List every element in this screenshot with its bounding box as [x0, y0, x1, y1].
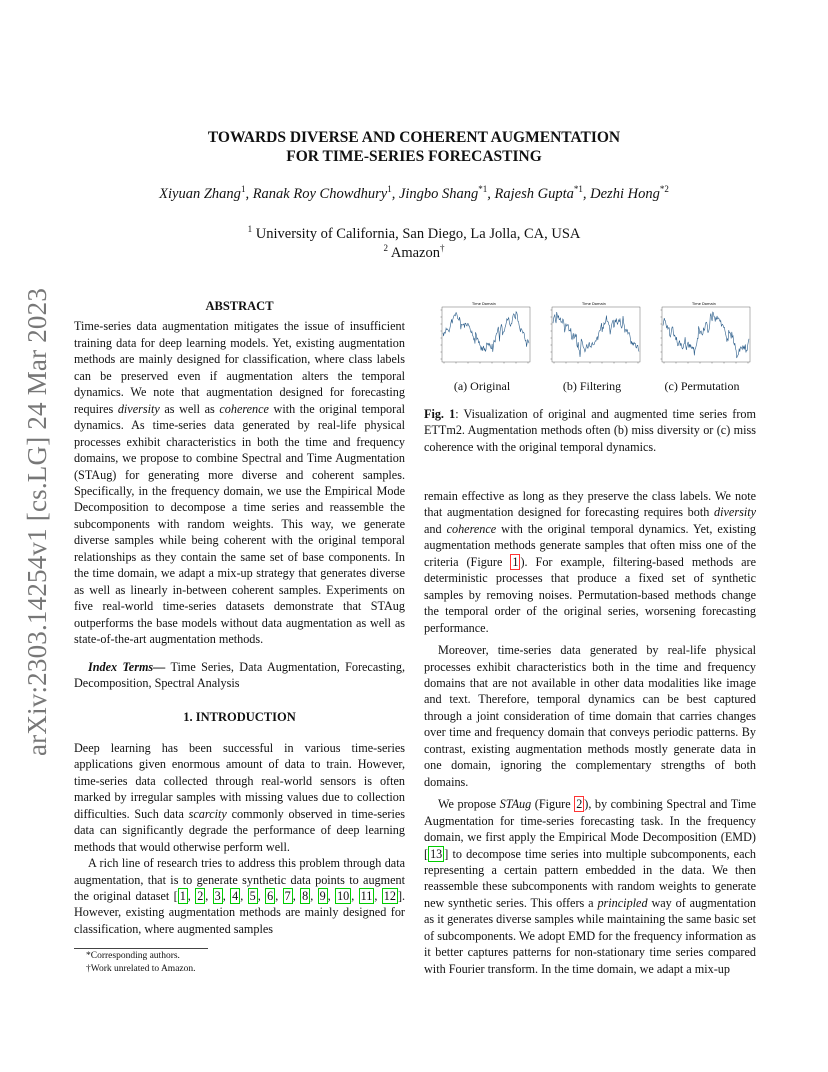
author-sup: 1 [387, 184, 392, 195]
arxiv-stamp: arXiv:2303.14254v1 [cs.LG] 24 Mar 2023 [22, 287, 52, 757]
abstract-text: as well as [159, 401, 220, 416]
figure-caption [424, 406, 756, 455]
citation-link[interactable]: 5 [249, 888, 256, 903]
author-sup: *2 [659, 184, 669, 195]
body-emph: diversity [714, 505, 756, 520]
affiliation-2 [80, 245, 748, 262]
right-column [424, 488, 756, 977]
title-line-2: FOR TIME-SERIES FORECASTING [286, 148, 542, 165]
affiliation-sup: 2 [383, 243, 389, 254]
figure-1 [424, 300, 756, 400]
body-text: remain effective as long as they preserve the class labels. We note that augmentation designed for forecasting requires both [424, 489, 756, 520]
author-name: Jingbo Shang [398, 186, 479, 202]
subfigure-title: Time Domain [692, 302, 716, 306]
affiliation-1 [80, 226, 748, 243]
abstract-emph: diversity [117, 401, 160, 416]
index-terms-text: Time Series, Data Augmentation, Forecasting, Decomposition, Spectral Analysis [74, 659, 405, 690]
footnote: *Corresponding authors. [86, 951, 180, 961]
time-series-line [553, 312, 639, 357]
citation-link[interactable]: 3 [214, 888, 221, 903]
author-sup: *1 [573, 184, 583, 195]
affiliation-text: Amazon [390, 245, 440, 261]
right-paragraph-1 [424, 488, 756, 636]
subfigure-filtering [540, 300, 644, 370]
citation-link[interactable]: 7 [284, 888, 291, 903]
citation-link[interactable]: 2 [197, 888, 204, 903]
affiliation-text: University of California, San Diego, La Jolla, CA, USA [255, 226, 581, 242]
intro-text: commonly observed in time-series data can significantly degrade the performance of deep learning methods that would otherwise perform well. [74, 806, 406, 854]
intro-emph: scarcity [188, 806, 227, 821]
affiliation-sup: 1 [247, 224, 253, 235]
body-emph: coherence [446, 521, 497, 536]
index-terms-label: Index Terms— [88, 659, 166, 674]
figure-caption-text: : Visualization of original and augmented time series from ETTm2. Augmentation methods often (b) miss diversity or (c) miss coherence with the original temporal dynamics. [424, 407, 756, 454]
left-column [74, 298, 405, 937]
intro-paragraph-1 [74, 740, 405, 855]
subfigure-caption: (b) Filtering [562, 379, 622, 393]
author-list: Xiyuan Zhang$^1$, Ranak Roy Chowdhury$^1$, Jingbo Shang$^{*1}$, Rajesh Gupta$^{*1}$, Dezhi Hong$^{*2}$ [159, 184, 669, 202]
citation-link[interactable]: 1 [179, 888, 186, 903]
author-sup: 1 [240, 184, 246, 195]
figure-label: Fig. 1 [424, 407, 456, 421]
intro-text: A rich line of research tries to address this problem through data augmentation, that is to generate synthetic data points to augment the original dataset [ [74, 856, 405, 903]
abstract-heading: ABSTRACT [205, 299, 274, 313]
right-paragraph-3 [424, 796, 756, 977]
citation-link[interactable]: 4 [232, 888, 239, 903]
subfigure-caption: (c) Permutation [664, 379, 740, 393]
subfigure-title: Time Domain [582, 302, 606, 306]
abstract-text: Time-series data augmentation mitigates the issue of insufficient training data for deep learning models. Yet, existing augmentation methods are mainly designed for classification, where class labels can be preserved even if augmentation alters the temporal dynamics. We note that augmentation designed for forecasting requires [74, 319, 405, 416]
right-paragraph-2: Moreover, time-series data generated by real-life physical processes exhibit characteristics both in the time and frequency domains that are not available in other data modalities like image and text. Therefore, temporal dynamics can be best captured through a joint consideration of time domain that carries changes over time and frequency domain that conveys periodic patterns. By contrast, existing augmentation methods mostly generate data in one domain, ignoring the complementary strengths of both domains. [424, 643, 756, 789]
author-sup: *1 [478, 184, 488, 195]
author-name: Ranak Roy Chowdhury [252, 186, 388, 202]
footnotes [74, 950, 404, 976]
intro-heading: 1. INTRODUCTION [183, 710, 296, 725]
time-series-line [663, 312, 749, 358]
citation-link[interactable]: 10 [337, 888, 350, 903]
body-text: way of augmentation as it generates diverse samples while maintaining the same basic set of subcomponents. We adopt EMD for the frequency information as it better captures patterns for non-stationary time series compared with Fourier transform. In the time domain, we adapt a mix-up [424, 895, 756, 976]
title-line-1: TOWARDS DIVERSE AND COHERENT AUGMENTATION [207, 129, 621, 146]
citation-link[interactable]: 11 [360, 888, 373, 903]
citation-link[interactable]: 13 [430, 846, 443, 861]
subfigure-caption: (a) Original [453, 379, 511, 393]
citation-link[interactable]: 9 [319, 888, 326, 903]
body-text: and [424, 521, 447, 536]
footnote: †Work unrelated to Amazon. [86, 964, 196, 974]
author-name: Dezhi Hong [590, 186, 660, 202]
body-text: (Figure [531, 797, 575, 812]
subfigure-title: Time Domain [472, 302, 496, 306]
citation-link[interactable]: 12 [383, 888, 396, 903]
paper-title [100, 128, 728, 166]
body-text: ). For example, filtering-based methods are deterministic processes that produce a fixed set of synthetic samples by removing noises. Permutation-based methods change the temporal order of the original series, worsening forecasting performance. [424, 554, 756, 635]
footnote-rule [74, 948, 208, 949]
intro-text: Deep learning has been successful in various time-series applications given enormous amount of data to train. However, time-series data collected through real-world sensors is often marked by irregular samples with missing values due to collection difficulties. Such data [74, 740, 405, 821]
intro-paragraph-2: A rich line of research tries to address this problem through data augmentation, that is to generate synthetic data points to augment the original dataset [ 1 , 2 , 3 , 4 , 5 , 6 , 7 , 8 , 9 , 10 , 11 , 12 ]. However, existing augmentation methods are mainly designed for classification, where augmented samples [74, 856, 406, 936]
figure-link[interactable]: 2 [576, 797, 583, 812]
citation-link[interactable]: 8 [302, 888, 309, 903]
intro-text: ]. However, existing augmentation methods are mainly designed for classification, where augmented samples [74, 888, 406, 936]
author-name: Rajesh Gupta [494, 186, 574, 202]
author-name: Xiyuan Zhang [159, 186, 241, 202]
abstract-text: with the original temporal dynamics. As time-series data generated by real-life physical processes exhibit characteristics in both the time and frequency domains, we propose to combine Spectral and Time Augmentation (STAug) for generating more diverse and coherent samples. Specifically, in the frequency domain, we use the Empirical Mode Decomposition to decompose a time series and reassemble the subcomponents with random weights. This way, we generate diverse samples while being coherent with the original temporal relationships as they contain the same set of base components. In the time domain, we adapt a mix-up strategy that generates diverse as well as linearly in-between coherent samples. Experiments on five real-world time-series datasets demonstrate that STAug outperforms the base models without data augmentation as well as state-of-the-art augmentation methods. [74, 401, 405, 647]
subfigure-permutation [650, 300, 754, 370]
index-terms [74, 659, 405, 692]
abstract-body [74, 318, 405, 647]
body-text: with the original temporal dynamics. Yet, existing augmentation methods generate samples that often miss one of the criteria (Figure [424, 521, 756, 569]
body-text: ), by combining Spectral and Time Augmentation for time-series forecasting task. In the frequency domain, we first apply the Empirical Mode Decomposition (EMD) [ [424, 797, 756, 861]
abstract-emph: coherence [219, 401, 269, 416]
citation-link[interactable]: 6 [267, 888, 274, 903]
affiliation-mark: † [439, 243, 445, 254]
body-text: ] to decompose time series into multiple subcomponents, each representing a certain pattern embedded in the data. We then reassemble these subcomponents with random weights to generate new synthetic series. This offers a [424, 846, 756, 910]
body-text: We propose [438, 797, 500, 812]
subfigure-original [430, 300, 534, 370]
body-emph: principled [597, 895, 648, 910]
body-emph: STAug [499, 797, 532, 812]
time-series-line [443, 312, 529, 352]
figure-link[interactable]: 1 [512, 554, 519, 569]
